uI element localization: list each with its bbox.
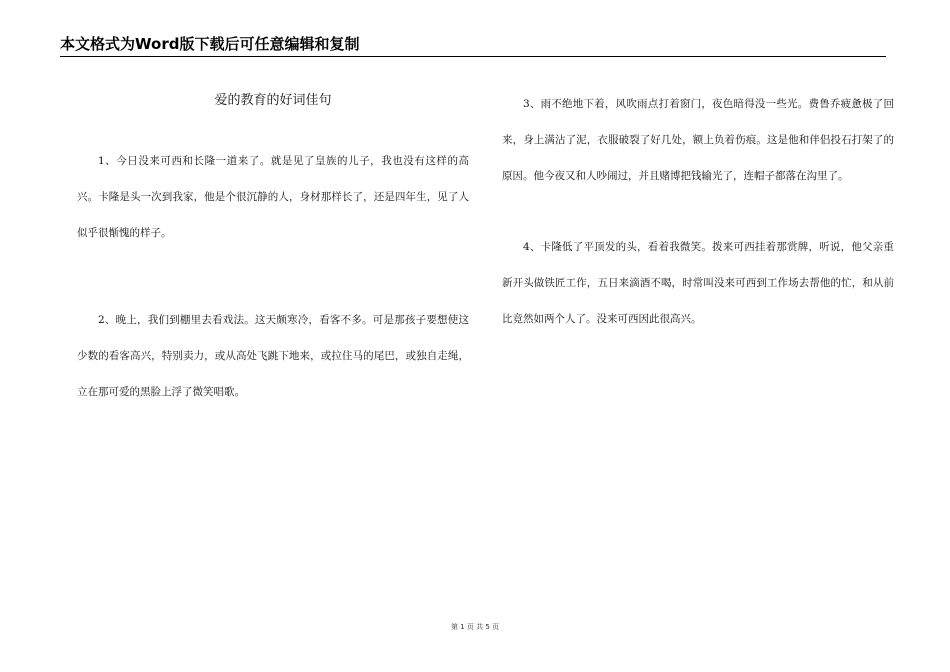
page-number: 第 1 页 共 5 页 <box>450 623 500 631</box>
paragraph-1: 1、今日没来可西和长隆一道来了。就是见了皇族的儿子，我也没有这样的高兴。卡隆是头一次到我家，他是个很沉静的人，身材那样长了，还是四年生，见了人似乎很惭愧的样子。 <box>77 155 469 239</box>
document-title: 爱的教育的好词佳句 <box>214 93 332 108</box>
page-header <box>60 34 886 57</box>
paragraph-4: 4、卡隆低了平顶发的头，看着我微笑。拨来可西挂着那赏牌，听说，他父亲重新开头做铁匠工作，五日来滴酒不喝，时常叫没来可西到工作场去帮他的忙，和从前比竟然如两个人了。没来可西因此很高兴。 <box>502 241 894 325</box>
paragraph-2: 2、晚上，我们到棚里去看戏法。这天颇寒冷，看客不多。可是那孩子要想使这少数的看客高兴，特别卖力，或从高处飞跳下地来，或拉住马的尾巴，或独自走绳，立在那可爱的黑脸上浮了微笑唱歌。 <box>77 314 469 398</box>
right-column <box>502 86 894 337</box>
header-text: 本文格式为Word版下载后可任意编辑和复制 <box>60 35 360 53</box>
paragraph-3: 3、雨不绝地下着，风吹雨点打着窗门，夜色暗得没一些光。费鲁乔疲惫极了回来，身上满沾了泥，衣服破裂了好几处，额上负着伤痕。这是他和伴侣投石打架了的原因。他今夜又和人吵闹过，并且赌博把钱输光了，连帽子都落在沟里了。 <box>502 98 894 182</box>
left-column <box>77 86 469 410</box>
